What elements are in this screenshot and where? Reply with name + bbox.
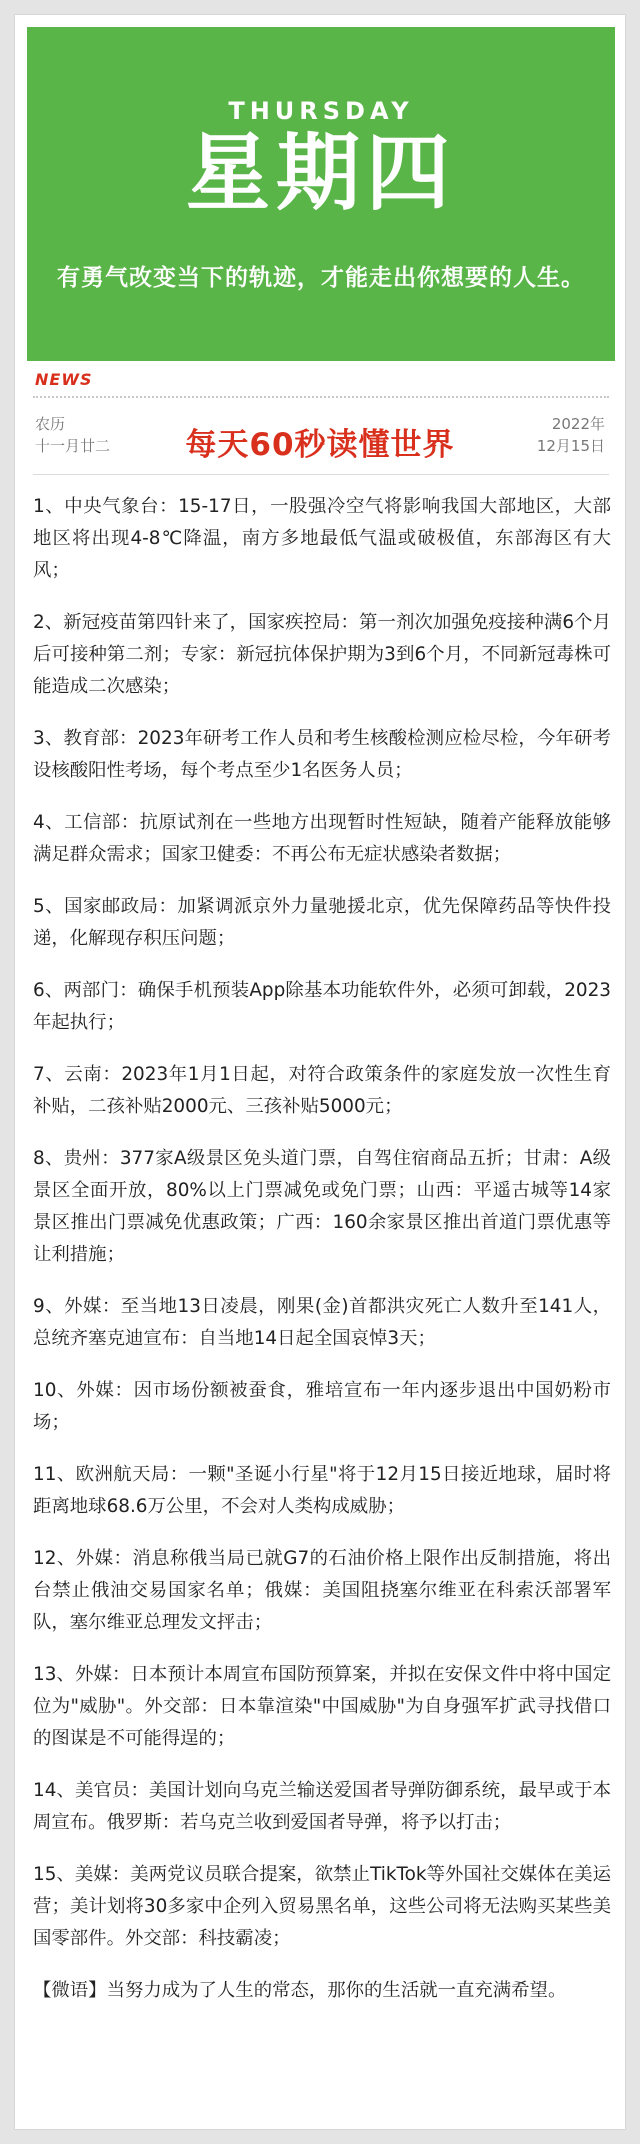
news-item-1: 1、中央气象台：15-17日，一股强冷空气将影响我国大部地区，大部地区将出现4-8℃降温，南方多地最低气温或破极值，东部海区有大风； [33, 496, 611, 581]
news-item-11: 11、欧洲航天局：一颗"圣诞小行星"将于12月15日接近地球，届时将距离地球68.6万公里，不会对人类构成威胁； [33, 1464, 611, 1517]
news-item-14: 14、美官员：美国计划向乌克兰输送爱国者导弹防御系统，最早或于本周宣布。俄罗斯：若乌克兰收到爱国者导弹，将予以打击； [33, 1780, 611, 1833]
date-block [537, 413, 605, 457]
lunar-label: 农历 [35, 415, 66, 433]
news-item-4: 4、工信部：抗原试剂在一些地方出现暂时性短缺，随着产能释放能够满足群众需求；国家卫健委：不再公布无症状感染者数据； [33, 812, 611, 865]
news-item-3: 3、教育部：2023年研考工作人员和考生核酸检测应检尽检，今年研考设核酸阳性考场，每个考点至少1名医务人员； [33, 728, 611, 781]
news-tag: NEWS [35, 370, 93, 389]
news-item-5: 5、国家邮政局：加紧调派京外力量驰援北京，优先保障药品等快件投递，化解现存积压问题； [33, 896, 611, 949]
news-item-13: 13、外媒：日本预计本周宣布国防预算案，并拟在安保文件中将中国定位为"威胁"。外交部：日本靠渲染"中国威胁"为自身强军扩武寻找借口的图谋是不可能得逞的； [33, 1664, 611, 1749]
news-item-9: 9、外媒：至当地13日凌晨，刚果(金)首都洪灾死亡人数升至141人，总统齐塞克迪宣布：自当地14日起全国哀悼3天； [33, 1296, 611, 1349]
weekday-chinese: 星期四 [185, 124, 456, 222]
divider-top [33, 396, 609, 398]
daily-quote: 【微语】当努力成为了人生的常态，那你的生活就一直充满希望。 [33, 1980, 567, 2001]
divider-bottom [33, 474, 609, 475]
date-year: 2022年 [551, 415, 605, 433]
weekday-english: THURSDAY [228, 97, 414, 125]
news-item-6: 6、两部门：确保手机预装App除基本功能软件外，必须可卸载，2023年起执行； [33, 980, 611, 1033]
news-list [33, 491, 611, 2027]
news-item-12: 12、外媒：消息称俄当局已就G7的石油价格上限作出反制措施，将出台禁止俄油交易国家名单；俄媒：美国阻挠塞尔维亚在科索沃部署军队，塞尔维亚总理发文抨击； [33, 1548, 611, 1633]
date-month-day: 12月15日 [536, 437, 605, 455]
news-item-8: 8、贵州：377家A级景区免头道门票，自驾住宿商品五折；甘肃：A级景区全面开放，80%以上门票减免或免门票；山西：平遥古城等14家景区推出门票减免优惠政策；广西：160余家景区推出首道门票优惠等让利措施； [33, 1148, 611, 1265]
news-item-15: 15、美媒：美两党议员联合提案，欲禁止TikTok等外国社交媒体在美运营；美计划将30多家中企列入贸易黑名单，这些公司将无法购买某些美国零部件。外交部：科技霸凌； [33, 1864, 611, 1949]
lunar-date: 十一月廿二 [35, 437, 111, 455]
banner-motto: 有勇气改变当下的轨迹，才能走出你想要的人生。 [57, 265, 585, 291]
weekday-banner [27, 27, 615, 361]
page-title: 每天60秒读懂世界 [185, 427, 455, 463]
news-card [14, 14, 626, 2130]
news-item-10: 10、外媒：因市场份额被蚕食，雅培宣布一年内逐步退出中国奶粉市场； [33, 1380, 611, 1433]
news-item-2: 2、新冠疫苗第四针来了，国家疾控局：第一剂次加强免疫接种满6个月后可接种第二剂；专家：新冠抗体保护期为3到6个月，不同新冠毒株可能造成二次感染； [33, 612, 611, 697]
news-item-7: 7、云南：2023年1月1日起，对符合政策条件的家庭发放一次性生育补贴，二孩补贴2000元、三孩补贴5000元； [33, 1064, 611, 1117]
